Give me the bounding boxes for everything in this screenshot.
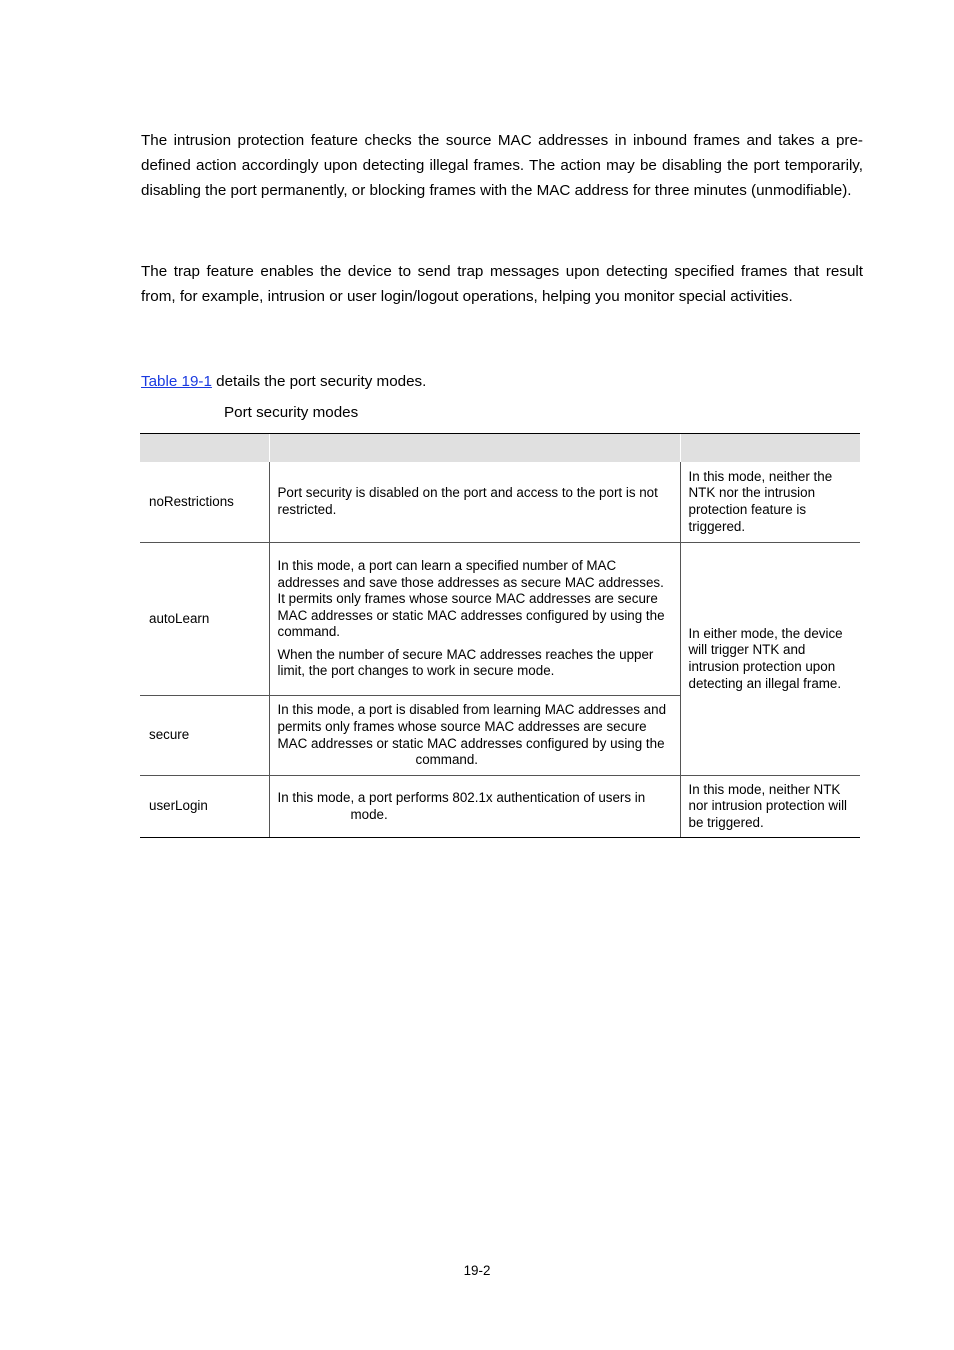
- trap-feature-paragraph: The trap feature enables the device to send trap messages upon detecting specified frames that result from, for example, intrusion or user login/logout operations, helping you monitor special activities.: [141, 263, 863, 305]
- description-text-part: In this mode, a port is disabled from learning MAC addresses and permits only frames whose source MAC addresses are secure MAC addresses or static MAC addresses configured by using the: [277, 702, 667, 751]
- table-reference-sentence: [141, 371, 426, 393]
- description-text-part: command.: [277, 624, 341, 640]
- mode-cell: autoLearn: [140, 543, 269, 696]
- description-text: When the number of secure MAC addresses reaches the upper limit, the port changes to work in secure mode.: [277, 646, 654, 679]
- header-cell-feature: [680, 434, 860, 463]
- description-text-part: In this mode, a port performs 802.1x authentication of users in: [277, 789, 646, 805]
- description-text: [278, 558, 672, 641]
- description-cell: [269, 776, 680, 838]
- description-text: Port security is disabled on the port and access to the port is not restricted.: [277, 485, 658, 517]
- table-row: [140, 543, 860, 696]
- mode-cell: noRestrictions: [140, 462, 269, 543]
- table-reference-text: details the port security modes.: [211, 373, 427, 390]
- table-caption: Port security modes: [224, 404, 359, 421]
- feature-cell: In this mode, neither the NTK nor the intrusion protection feature is triggered.: [680, 462, 860, 543]
- description-cell: [269, 462, 680, 543]
- header-cell-description: [269, 434, 680, 463]
- description-cell: [269, 696, 680, 776]
- table-row: [140, 776, 860, 838]
- description-text: [278, 790, 672, 823]
- description-text-part: mode.: [350, 806, 388, 822]
- feature-cell: In this mode, neither NTK nor intrusion protection will be triggered.: [680, 776, 860, 838]
- description-text: [278, 702, 672, 768]
- description-cell: [269, 543, 680, 696]
- port-security-modes-table: [140, 433, 860, 838]
- mode-cell: userLogin: [140, 776, 269, 838]
- table-header-row: [140, 434, 860, 463]
- header-cell-mode: [140, 434, 269, 463]
- table-19-1-link[interactable]: Table 19-1: [141, 373, 212, 390]
- description-text-part: In this mode, a port can learn a specified number of MAC addresses and save those addresses as secure MAC addresses. It permits only frames whose source MAC addresses are secure MAC addresses or static MAC addresses configured by using the: [277, 557, 665, 623]
- feature-cell: In either mode, the device will trigger NTK and intrusion protection upon detecting an illegal frame.: [680, 543, 860, 776]
- table-row: [140, 462, 860, 543]
- description-text-part: command.: [415, 752, 479, 768]
- mode-cell: secure: [140, 696, 269, 776]
- intrusion-protection-paragraph: The intrusion protection feature checks the source MAC addresses in inbound frames and takes a pre-defined action accordingly upon detecting illegal frames. The action may be disabling the port temporarily, disabling the port permanently, or blocking frames with the MAC address for three minutes (unmodifiable).: [141, 132, 863, 199]
- page-number: 19-2: [463, 1263, 491, 1278]
